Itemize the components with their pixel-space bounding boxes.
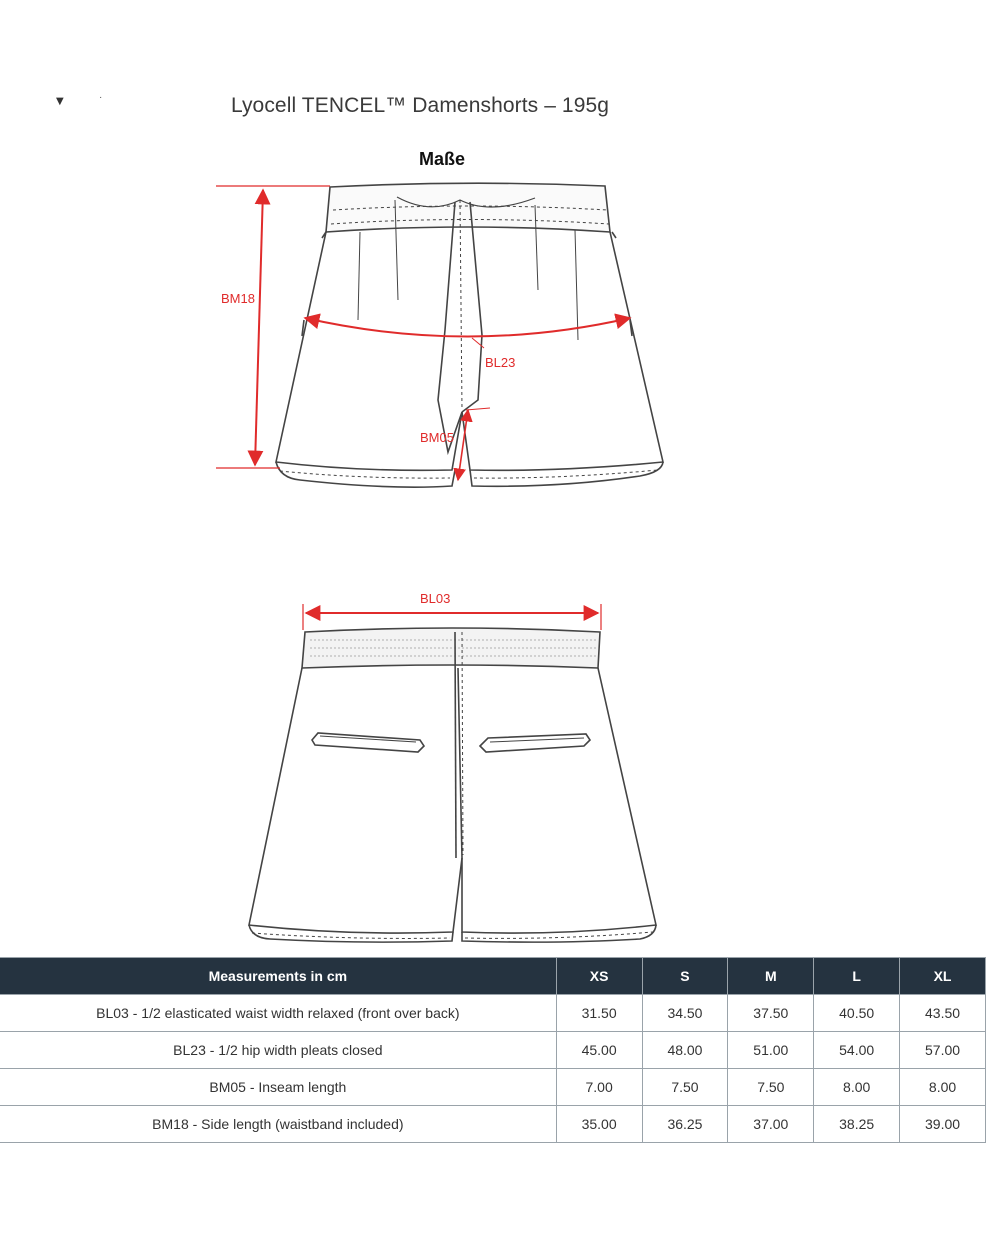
column-header-xs: XS	[556, 958, 642, 995]
table-cell: 54.00	[814, 1032, 900, 1069]
label-bm05: BM05	[420, 430, 454, 445]
label-bm18: BM18	[221, 291, 255, 306]
table-cell: 39.00	[900, 1106, 986, 1143]
table-cell: 36.25	[642, 1106, 728, 1143]
table-cell: 51.00	[728, 1032, 814, 1069]
table-cell: 7.50	[642, 1069, 728, 1106]
column-header-l: L	[814, 958, 900, 995]
table-cell: 38.25	[814, 1106, 900, 1143]
corner-marker-icon: ▼	[56, 96, 64, 107]
table-cell: 34.50	[642, 995, 728, 1032]
front-view-shorts	[276, 183, 663, 487]
back-view-shorts	[249, 628, 656, 942]
row-label: BM05 - Inseam length	[0, 1069, 556, 1106]
table-cell: 37.50	[728, 995, 814, 1032]
column-header-m: M	[728, 958, 814, 995]
table-cell: 8.00	[814, 1069, 900, 1106]
table-header-row	[0, 958, 986, 995]
label-bl03: BL03	[420, 591, 451, 606]
row-label: BL23 - 1/2 hip width pleats closed	[0, 1032, 556, 1069]
label-bl23: BL23	[485, 355, 516, 370]
table-row	[0, 1106, 986, 1143]
table-row	[0, 1032, 986, 1069]
section-subtitle: Maße	[418, 149, 465, 169]
column-header-s: S	[642, 958, 728, 995]
corner-dot-icon: ·	[99, 92, 103, 103]
table-cell: 40.50	[814, 995, 900, 1032]
table-cell: 7.50	[728, 1069, 814, 1106]
row-label: BM18 - Side length (waistband included)	[0, 1106, 556, 1143]
column-header-measurements: Measurements in cm	[0, 958, 556, 995]
table-cell: 35.00	[556, 1106, 642, 1143]
column-header-xl: XL	[900, 958, 986, 995]
back-measurements	[303, 604, 601, 630]
size-table	[0, 957, 986, 1143]
table-cell: 7.00	[556, 1069, 642, 1106]
row-label: BL03 - 1/2 elasticated waist width relaxed (front over back)	[0, 995, 556, 1032]
table-row	[0, 995, 986, 1032]
table-cell: 45.00	[556, 1032, 642, 1069]
table-cell: 43.50	[900, 995, 986, 1032]
table-cell: 31.50	[556, 995, 642, 1032]
table-cell: 8.00	[900, 1069, 986, 1106]
table-cell: 57.00	[900, 1032, 986, 1069]
page-title: Lyocell TENCEL™ Damenshorts – 195g	[230, 94, 610, 117]
table-cell: 37.00	[728, 1106, 814, 1143]
table-row	[0, 1069, 986, 1106]
table-cell: 48.00	[642, 1032, 728, 1069]
